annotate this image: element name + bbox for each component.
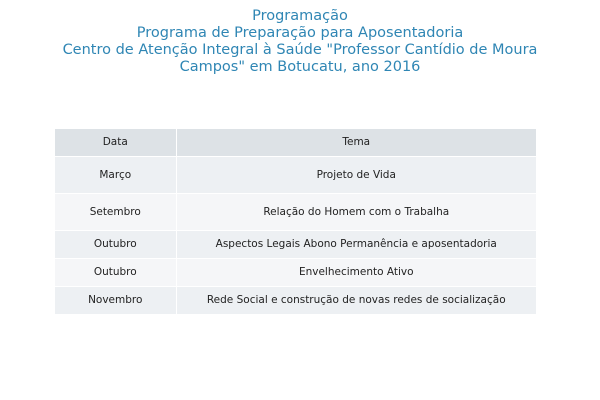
- document-title: [0, 8, 600, 76]
- row-date: Outubro: [55, 258, 176, 286]
- title-line-1: Programação: [252, 8, 348, 24]
- table-row: [55, 193, 536, 230]
- table-row: [55, 156, 536, 193]
- title-line-2: Programa de Preparação para Aposentadoria: [136, 25, 464, 41]
- row-theme: Relação do Homem com o Trabalha: [176, 193, 536, 230]
- row-date: Setembro: [55, 193, 176, 230]
- header-theme: Tema: [176, 129, 536, 156]
- row-date: Outubro: [55, 230, 176, 258]
- header-date: Data: [55, 129, 176, 156]
- row-date: Novembro: [55, 286, 176, 314]
- schedule-table: [55, 129, 536, 315]
- title-line-4: Campos" em Botucatu, ano 2016: [179, 59, 421, 75]
- table-row: [55, 230, 536, 258]
- row-theme: Projeto de Vida: [176, 156, 536, 193]
- table-row: [55, 258, 536, 286]
- title-line-3: Centro de Atenção Integral à Saúde "Professor Cantídio de Moura: [62, 42, 538, 58]
- table-header-row: [55, 129, 536, 156]
- table-row: [55, 286, 536, 314]
- row-theme: Envelhecimento Ativo: [176, 258, 536, 286]
- row-date: Março: [55, 156, 176, 193]
- row-theme: Rede Social e construção de novas redes de socialização: [176, 286, 536, 314]
- row-theme: Aspectos Legais Abono Permanência e aposentadoria: [176, 230, 536, 258]
